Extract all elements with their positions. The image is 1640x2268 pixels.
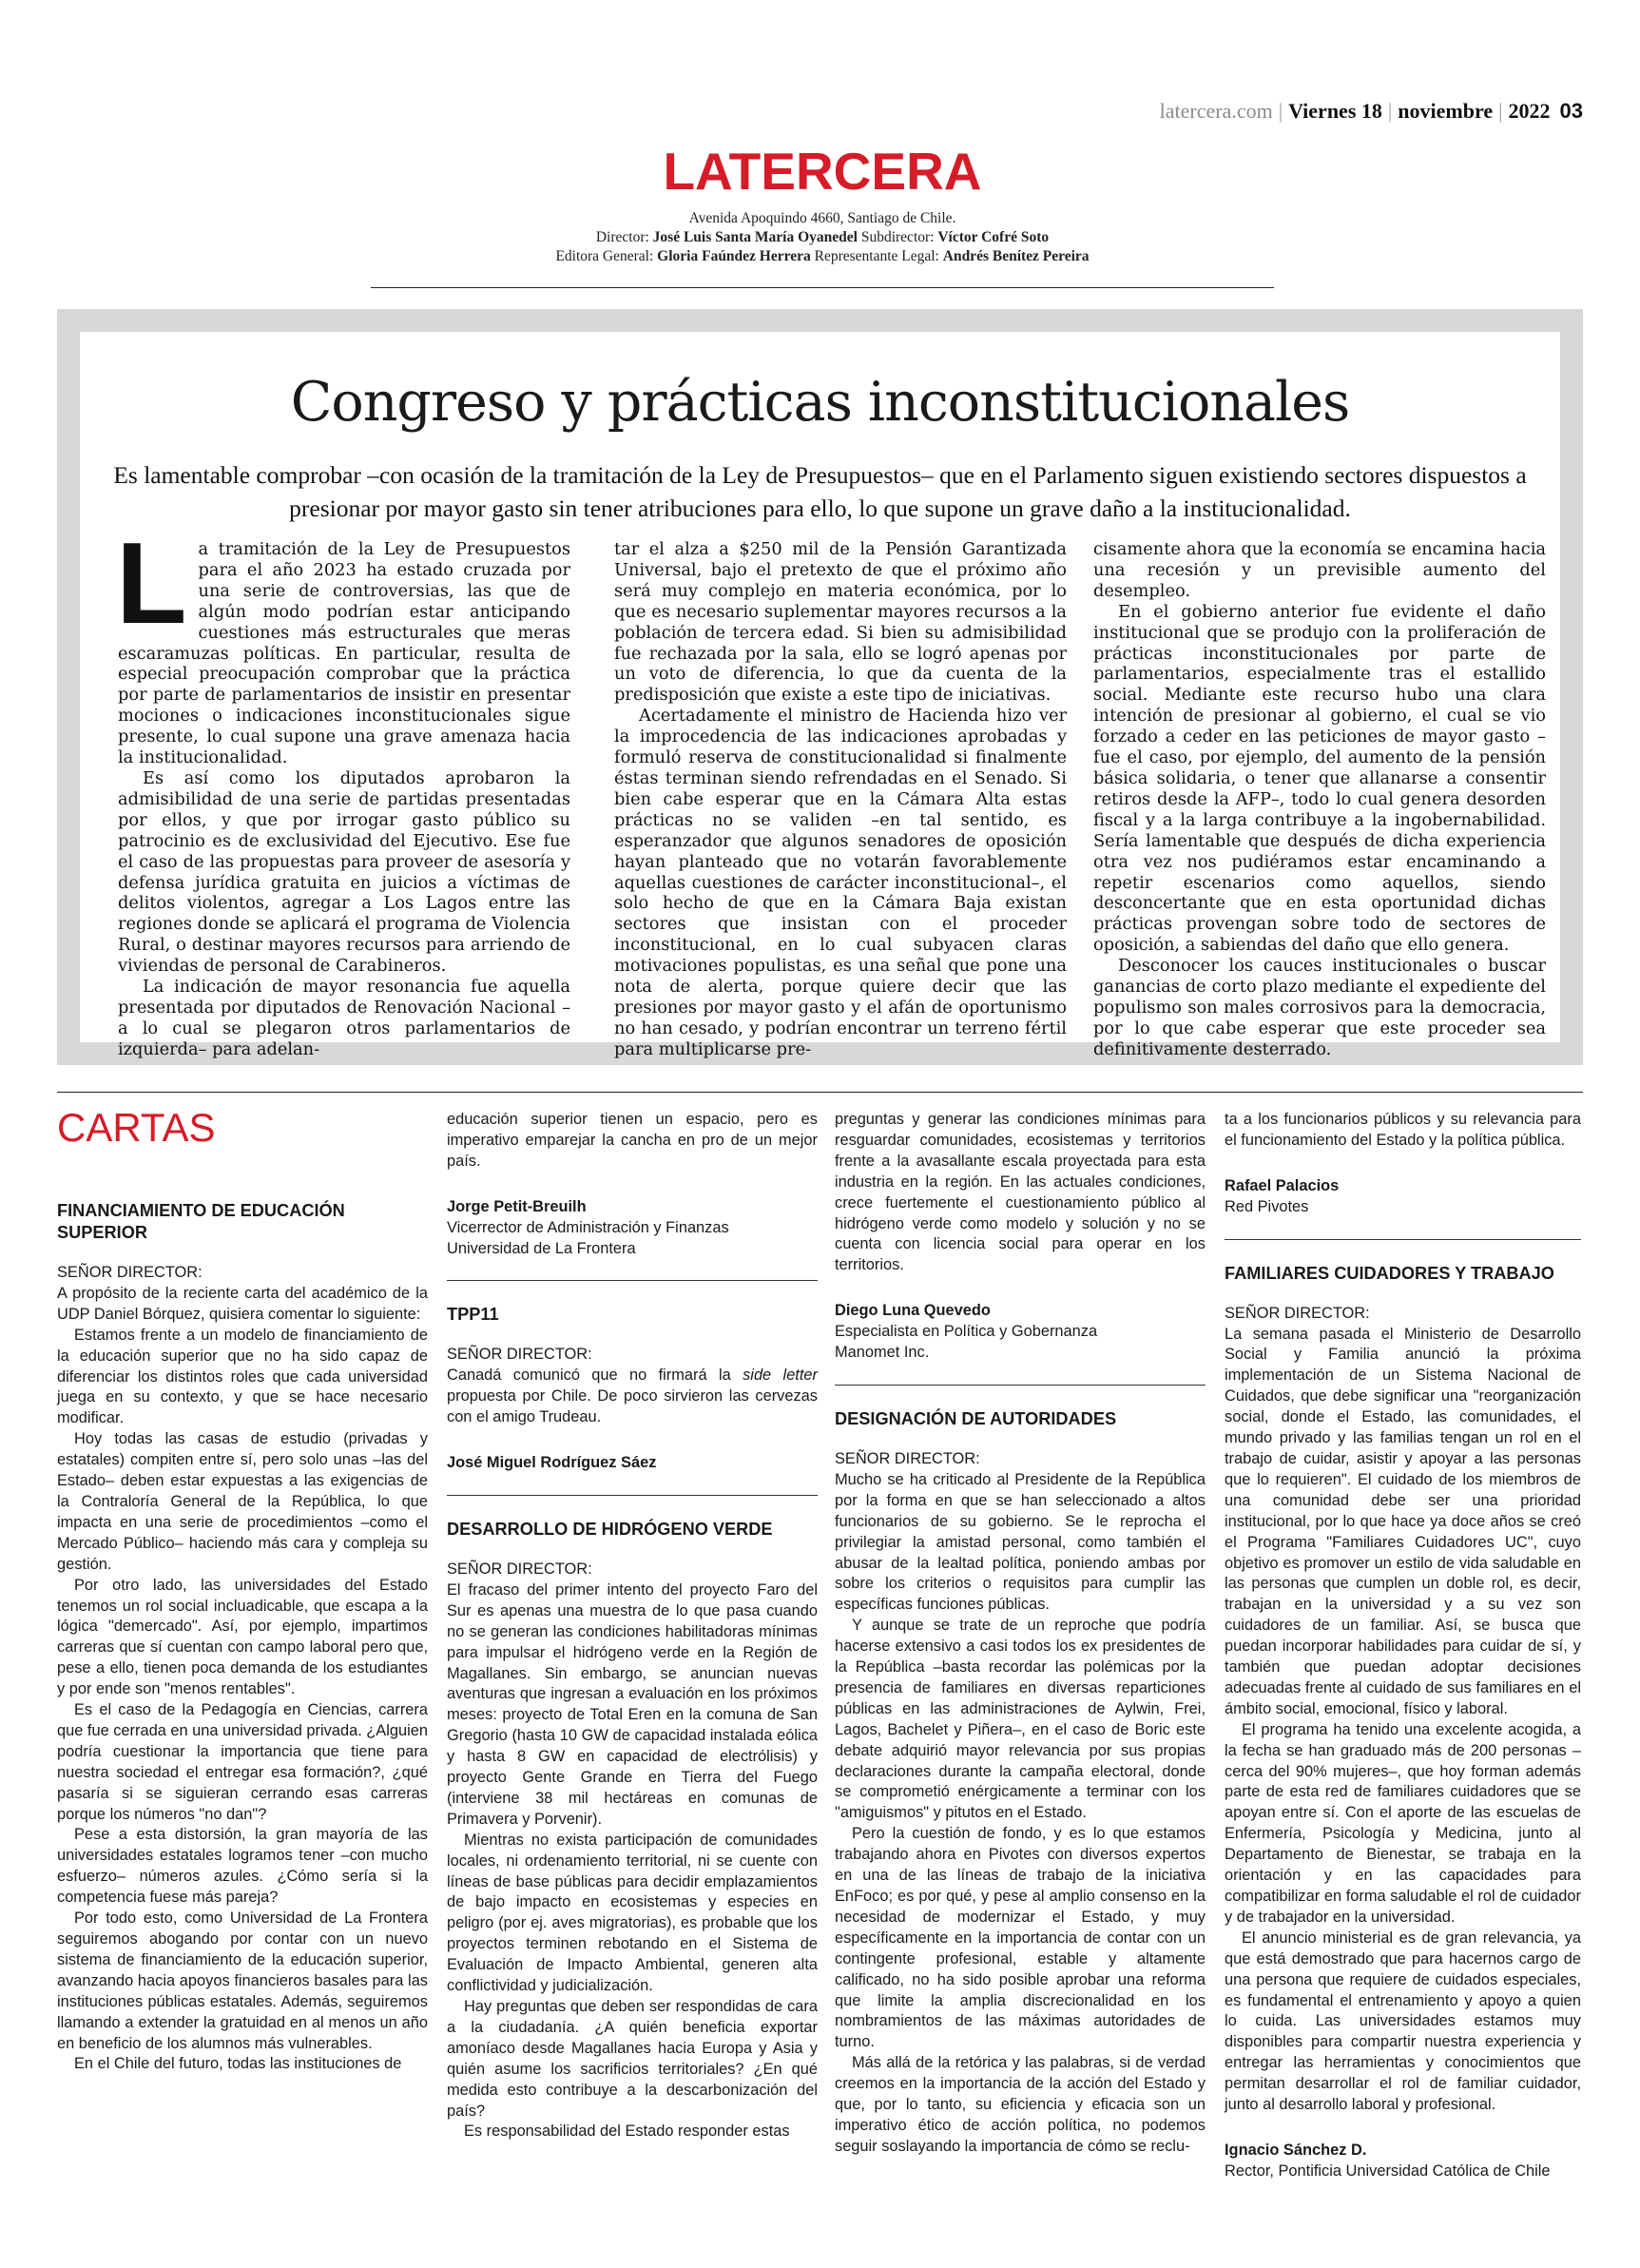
letter-paragraph: Hay preguntas que deben ser respondidas de cara a la ciudadanía. ¿A quién beneficia exportar amoníaco desde Magallanes hacia Europa y Asia y quién asume los sacrificios territoriales? ¿En qué medida esto contribuye a la descarbonización del país?	[447, 1998, 818, 2120]
masthead-staff-line-2	[371, 247, 1274, 266]
letter-salutation: SEÑOR DIRECTOR:	[1225, 1304, 1370, 1322]
letter-paragraph: Pero la cuestión de fondo, y es lo que estamos trabajando ahora en Pivotes con diversos expertos en una de las líneas de trabajo de la iniciativa EnFoco; es por qué, y pese al amplio consenso en la necesidad de modernizar el Estado, y muy específicamente en la importancia de contar con un contingente profesional, estable y altamente calificado, no ha sido posible aprobar una reforma que limite la amplia discrecionalidad en los nombramientos de las máximas autoridades de turno.	[835, 1825, 1206, 2051]
letter-paragraph: Hoy todas las casas de estudio (privadas y estatales) compiten entre sí, pero solo unas –las del Estado– deben estar expuestas a las exigencias de la Contraloría General de la República, lo que impacta en una serie de procedimientos –como el Mercado Público– haciendo más cara y compleja su gestión.	[57, 1430, 428, 1573]
masthead-staff-line-1	[371, 228, 1274, 247]
letter-divider	[447, 1280, 818, 1281]
letter-paragraph: El fracaso del primer intento del proyecto Faro del Sur es apenas una muestra de lo que pasa cuando no se generan las condiciones habilitadoras mínimas para impulsar el hidrógeno verde en la Región de Magallanes. Sin embargo, se anuncian nuevas aventuras que ingresan a evaluación en los próximos meses: proyecto de Total Eren en la comuna de San Gregorio (hasta 10 GW de capacidad instalada eólica y hasta 8 GW en capacidad de electrólisis) y proyecto Gente Grande en Tierra del Fuego (interviene 38 mil hectáreas en comunas de Primavera y Porvenir).	[447, 1580, 818, 1828]
letter-paragraph: Por otro lado, las universidades del Estado tenemos un rol social incluadicable, que escapa a la lógica "demercado". Así, por ejemplo, impartimos carreras que sí cuentan con campo laboral pero que, pese a ello, tienen poca demanda de los estudiantes y por ende son "menos rentables".	[57, 1576, 428, 1698]
letter-affiliation: Rector, Pontificia Universidad Católica de Chile	[1225, 2161, 1551, 2180]
letter-signer: Rafael Palacios	[1225, 1176, 1340, 1194]
subdirector-name: Víctor Cofré Soto	[937, 229, 1050, 245]
editorial-paragraph: tar el alza a $250 mil de la Pensión Garantizada Universal, bajo el pretexto de que el próximo año será muy complejo en materia económica, por lo que es necesario suplementar mayores recursos a la población de tercera edad. Si bien su admisibilidad fue rechazada por la sala, ello se logró apenas por un voto de diferencia, lo que da cuenta de la predisposición que existe a este tipo de iniciativas.	[614, 539, 1067, 706]
editorial-paragraph: Acertadamente el ministro de Hacienda hizo ver la improcedencia de las indicaciones aprobadas y formuló reserva de constitucionalidad si finalmente éstas terminan siendo refrendadas en el Senado. Si bien cabe esperar que en la Cámara Alta estas prácticas no se validen –en tal sentido, es esperanzador que algunos senadores de oposición hayan planteado que no votarán favorablemente aquellas cuestiones de carácter inconstitucional–, el solo hecho de que en la Cámara Baja existan sectores que insistan con el proceder inconstitucional, en lo cual subyacen claras motivaciones populistas, es una señal que pone una nota de alerta, porque quiere decir que las presiones por mayor gasto y el afán de oportunismo no han cesado, y podrían encontrar un terreno fértil para multiplicarse pre-	[614, 706, 1067, 1059]
editorial-paragraph: La indicación de mayor resonancia fue aquella presentada por diputados de Renovación Nacional –a lo cual se plegaron otros parlamentarios de izquierda– para adelan-	[118, 977, 570, 1059]
director-label: Director:	[595, 229, 649, 245]
editorial-title: Congreso y prácticas inconstitucionales	[290, 371, 1350, 434]
letter-paragraph: La semana pasada el Ministerio de Desarrollo Social y Familia anunció la próxima implementación de un Sistema Nacional de Cuidados, que debe significar una "reorganización social, donde el Estado, las comunidades, el mundo privado y las familias tengan un rol en el trabajo de cuidar, asistir y apoyar a las personas que lo requieren". El cuidado de los miembros de una comunidad debe ser una prioridad institucional, por lo que hace ya doce años se creó el Programa "Familiares Cuidadores UC", cuyo objetivo es promover un estilo de vida saludable en las personas que cumplen un doble rol, es decir, trabajan en la universidad y a su vez son cuidadores de un familiar. Así, se busca que puedan incorporar habilidades para cuidar de sí, y también que puedan adoptar decisiones adecuadas frente al cuidado de sus familiares en el ámbito social, emocional, físico y laboral.	[1225, 1325, 1581, 1717]
editora-name: Gloria Faúndez Herrera	[657, 248, 811, 264]
letter-paragraph	[447, 1366, 818, 1428]
date-year: 2022	[1508, 99, 1551, 123]
letter-paragraph: Es el caso de la Pedagogía en Ciencias, carrera que fue cerrada en una universidad privada. ¿Alguien podría cuestionar la importancia que tiene para nuestra sociedad el entregar esa formación?, ¿qué pasaría si se siguieran cerrando esas carreras porque los números "no dan"?	[57, 1701, 428, 1823]
letter-signer: José Miguel Rodríguez Sáez	[447, 1454, 657, 1472]
editora-label: Editora General:	[555, 248, 654, 264]
letter-salutation: SEÑOR DIRECTOR:	[835, 1449, 980, 1467]
subdirector-label: Subdirector:	[860, 229, 935, 245]
masthead-address: Avenida Apoquindo 4660, Santiago de Chile.	[688, 210, 956, 226]
letter-heading: DESARROLLO DE HIDRÓGENO VERDE	[447, 1519, 773, 1539]
editorial-column-2	[614, 539, 1067, 1060]
letter-divider	[447, 1495, 818, 1496]
editorial-column-1	[116, 518, 570, 1060]
letter-paragraph: El anuncio ministerial es de gran relevancia, ya que está demostrado que para hacernos cargo de una persona que requiere de cuidados especiales, es fundamental el entrenamiento y apoyo a quien lo cuida. Las universidades estamos muy disponibles para compartir nuestra experiencia y entregar las herramientas y conocimientos que permitan desarrollar el rol de familiar cuidador, junto al desarrollo laboral y profesional.	[1225, 1929, 1581, 2114]
masthead	[371, 143, 1274, 266]
letter-heading: DESIGNACIÓN DE AUTORIDADES	[835, 1408, 1117, 1428]
text-run: propuesta por Chile. De poco sirvieron las cervezas con el amigo Trudeau.	[447, 1387, 818, 1426]
editorial-paragraph: En el gobierno anterior fue evidente el daño institucional que se produjo con la proliferación de prácticas inconstitucionales por parte de parlamentarios, especialmente tras el estallido social. Mediante este recurso hubo una clara intención de presionar al gobierno, el cual se vio forzado a ceder en las peticiones de mayor gasto –fue el caso, por ejemplo, del aumento de la pensión básica solidaria, o tener que allanarse a consentir retiros desde la AFP–, todo lo cual genera desorden fiscal y a la larga contribuye a la ingobernabilidad. Sería lamentable que después de dicha experiencia otra vez nos pudiéramos estar encaminando a repetir escenarios como aquellos, siendo desconcertante que en esta oportunidad dichas prácticas provengan sobre todo de sectores de oposición, a sabiendas del daño que ello genera.	[1093, 601, 1546, 956]
letter-heading: FINANCIAMIENTO DE EDUCACIÓN SUPERIOR	[57, 1201, 345, 1242]
cartas-divider	[57, 1092, 1583, 1093]
newspaper-logo: LATERCERA	[663, 142, 982, 201]
letter-paragraph: El programa ha tenido una excelente acogida, a la fecha se han graduado más de 200 personas –cerca del 90% mujeres–, que hoy forman además parte de esta red de familiares cuidadores que se apoyan entre sí. Con el aporte de las escuelas de Enfermería, Psicología y Medicina, junto al Departamento de Bienestar, se trabaja en la orientación y en las capacidades para compatibilizar en forma saludable el rol de cuidador y de trabajador en la universidad.	[1225, 1720, 1581, 1926]
letter-signer: Diego Luna Quevedo	[835, 1302, 991, 1320]
letter-paragraph: Es responsabilidad del Estado responder estas	[464, 2123, 790, 2141]
letters-column-3	[835, 1110, 1206, 2158]
letter-salutation: SEÑOR DIRECTOR:	[447, 1346, 592, 1364]
separator: |	[1387, 99, 1393, 123]
letter-signer: Ignacio Sánchez D.	[1225, 2141, 1367, 2159]
paragraph-text: a tramitación de la Ley de Presupuestos para el año 2023 ha estado cruzada por una serie de controversias, las que de algún modo podrían estar anticipando cuestiones más estructurales que meras escaramuzas políticas. En particular, resulta de especial preocupación comprobar que la práctica por parte de parlamentarios de insistir en presentar mociones o indicaciones inconstitucionales sigue presente, lo cual supone una grave amenaza hacia la institucionalidad.	[118, 539, 570, 768]
page-header-line	[1160, 99, 1583, 124]
letter-affiliation: Vicerrector de Administración y Finanzas	[447, 1218, 729, 1236]
editorial-column-3	[1093, 539, 1546, 1060]
letter-paragraph: Mientras no exista participación de comunidades locales, ni ordenamiento territorial, ni se cuente con líneas de base públicas para decidir emplazamientos de bajo impacto en ecosistemas y especies en peligro (por ej. aves migratorias), es probable que los proyectos terminen rebotando en el Sistema de Evaluación de Impacto Ambiental, generen alta conflictividad y judicialización.	[447, 1831, 818, 1995]
editorial-paragraph	[116, 518, 570, 768]
letter-divider	[835, 1385, 1206, 1386]
masthead-divider	[371, 287, 1274, 288]
site-url[interactable]: latercera.com	[1159, 99, 1273, 123]
cartas-section-title: CARTAS	[57, 1105, 216, 1150]
date-weekday: Viernes 18	[1288, 99, 1382, 123]
date-month: noviembre	[1398, 99, 1494, 123]
letter-paragraph: educación superior tienen un espacio, pero es imperativo emparejar la cancha en pro de un mejor país.	[447, 1111, 818, 1170]
editorial-box	[57, 309, 1583, 1065]
editorial-paragraph: Desconocer los cauces institucionales o buscar ganancias de corto plazo mediante el expediente del populismo son males corrosivos para la democracia, por lo que cabe esperar que este proceder sea definitivamente desterrado.	[1093, 956, 1546, 1059]
editorial-paragraph: Es así como los diputados aprobaron la admisibilidad de una serie de partidas presentadas por ellos, y que por irrogar gasto público su patrocinio es de exclusividad del Ejecutivo. Ese fue el caso de las propuestas para proveer de asesoría y defensa jurídica gratuita en juicios a víctimas de delitos violentos, agregar a Los Lagos entre las regiones donde se aplicará el programa de Violencia Rural, o destinar mayores recursos para arriendo de viviendas de personal de Carabineros.	[118, 767, 570, 977]
letter-affiliation: Red Pivotes	[1225, 1197, 1309, 1215]
letter-paragraph: Mucho se ha criticado al Presidente de la República por la forma en que se han seleccionado a altos funcionarios de su gobierno. Se le reprocha el privilegiar la amistad personal, como también el abusar de la lealtad política, poniendo ambas por sobre los criterios o requisitos para cumplir las específicas funciones públicas.	[835, 1470, 1206, 1614]
editorial-content	[80, 332, 1560, 1059]
separator: |	[1498, 99, 1503, 123]
director-name: José Luis Santa María Oyanedel	[652, 229, 858, 245]
letters-column-4	[1225, 1110, 1581, 2182]
legal-name: Andrés Benítez Pereira	[942, 248, 1090, 264]
letter-signer: Jorge Petit-Breuilh	[447, 1197, 587, 1215]
letter-heading: TPP11	[447, 1305, 499, 1325]
letter-divider	[1225, 1239, 1581, 1240]
letters-column-2	[447, 1110, 818, 2142]
letter-paragraph: A propósito de la reciente carta del académico de la UDP Daniel Bórquez, quisiera comentar lo siguiente:	[57, 1284, 428, 1323]
letter-affiliation: Especialista en Política y Gobernanza	[835, 1323, 1098, 1341]
letter-affiliation: Manomet Inc.	[835, 1344, 930, 1362]
text-run: Canadá comunicó que no firmará la	[447, 1367, 743, 1385]
letter-heading: FAMILIARES CUIDADORES Y TRABAJO	[1225, 1263, 1554, 1283]
italic-text-run: side letter	[743, 1367, 818, 1385]
separator: |	[1278, 99, 1283, 123]
letter-paragraph: Por todo esto, como Universidad de La Frontera seguiremos abogando por contar con un nuevo sistema de financiamiento de la educación superior, avanzando hacia apoyos financieros basales para las instituciones públicas estatales. Además, seguiremos llamando a extender la gratuidad en al menos un año en beneficio de los alumnos más vulnerables.	[57, 1909, 428, 2052]
editorial-deck: Es lamentable comprobar –con ocasión de la tramitación de la Ley de Presupuestos– que en el Parlamento siguen existiendo sectores dispuestos a presionar por mayor gasto sin tener atribuciones para ello, lo que supone un grave daño a la institucionalidad.	[113, 461, 1527, 522]
letter-paragraph: Y aunque se trate de un reproche que podría hacerse extensivo a casi todos los ex presidentes de la República –basta recordar las polémicas por la presencia de familiares en diversas reparticiones públicas en las administraciones de Aylwin, Frei, Lagos, Bachelet y Piñera–, en el caso de Boric este debate adquirió mayor relevancia por sus propias declaraciones durante la campaña electoral, donde se comprometió enérgicamente a terminar con los "amiguismos" y pitutos en el Estado.	[835, 1617, 1206, 1822]
letters-column-1	[57, 1200, 428, 2075]
letter-paragraph: Más allá de la retórica y las palabras, si de verdad creemos en la importancia de la acción del Estado y que, por lo tanto, su eficiencia y eficacia son un imperativo ético de acción política, no podemos seguir soslayando la importancia de cómo se reclu-	[835, 2054, 1206, 2155]
letter-paragraph: ta a los funcionarios públicos y su relevancia para el funcionamiento del Estado y la política pública.	[1225, 1111, 1581, 1149]
letter-paragraph: Pese a esta distorsión, la gran mayoría de las universidades estatales logramos tener –con mucho esfuerzo– números azules. ¿Cómo sería si la competencia fuese más pareja?	[57, 1826, 428, 1907]
letter-salutation: SEÑOR DIRECTOR:	[57, 1264, 203, 1281]
page-number: 03	[1559, 99, 1583, 123]
letter-affiliation: Universidad de La Frontera	[447, 1239, 636, 1257]
letter-paragraph: Estamos frente a un modelo de financiamiento de la educación superior que no ha sido capaz de diferenciar los distintos roles que cada universidad juega en su contexto, y que se hace necesario modificar.	[57, 1326, 428, 1427]
letter-salutation: SEÑOR DIRECTOR:	[447, 1560, 592, 1578]
editorial-paragraph: cisamente ahora que la economía se encamina hacia una recesión y un previsible aumento del desempleo.	[1093, 539, 1546, 601]
drop-cap: L	[116, 518, 187, 648]
letter-paragraph: En el Chile del futuro, todas las instituciones de	[74, 2055, 402, 2073]
letter-paragraph: preguntas y generar las condiciones mínimas para resguardar comunidades, ecosistemas y territorios frente a la avasallante escala proyectada para esta industria en la región. En las actuales condiciones, crece fuertemente el cuestionamiento público al hidrógeno verde como modelo y solución y no se cuenta con licencia social para operar en los territorios.	[835, 1111, 1206, 1274]
legal-label: Representante Legal:	[814, 248, 939, 264]
